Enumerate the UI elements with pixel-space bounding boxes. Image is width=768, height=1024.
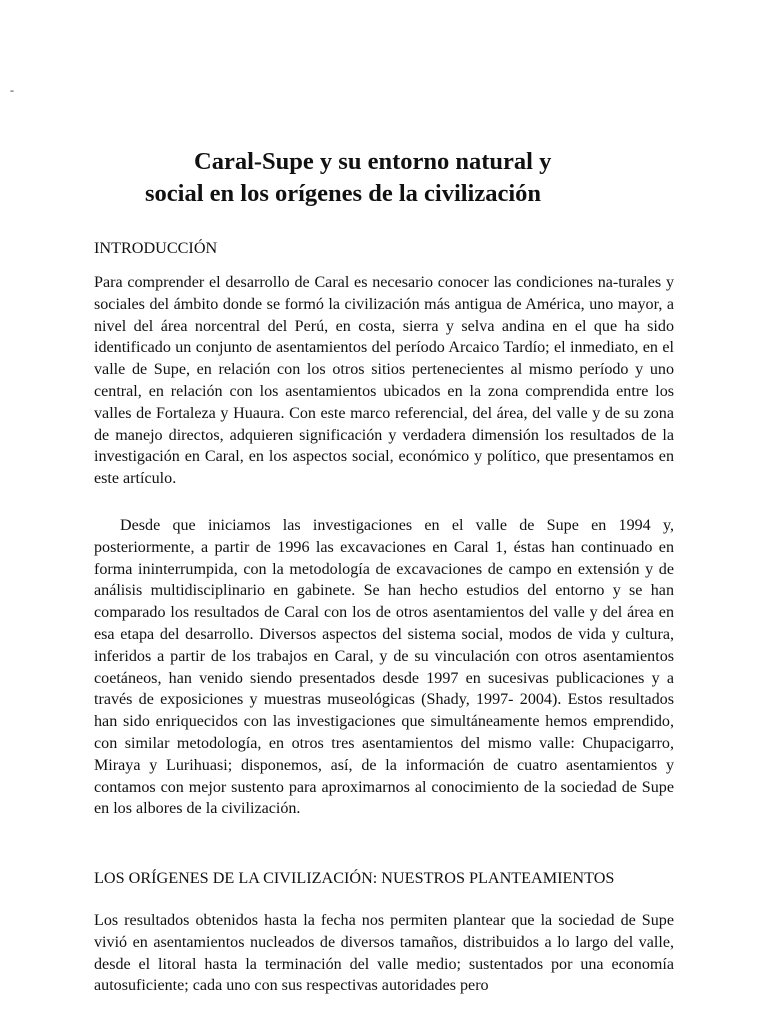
margin-mark: - <box>10 83 14 97</box>
document-title <box>94 146 674 210</box>
paragraph-intro-2: Desde que iniciamos las investigaciones en el valle de Supe en 1994 y, posteriormente, a partir de 1996 las excavaciones en Caral 1, éstas han continuado en forma ininterrumpida, con la metodología de excavaciones de campo en extensión y de análisis multidisciplinario en gabinete. Se han hecho estudios del entorno y se han comparado los resultados de Caral con los de otros asentamientos del valle y del área en esa etapa del desarrollo. Diversos aspectos del sistema social, modos de vida y cultura, inferidos a partir de los trabajos en Caral, y de su vinculación con otros asentamientos coetáneos, han venido siendo presentados desde 1997 en sucesivas publicaciones y a través de exposiciones y muestras museológicas (Shady, 1997- 2004). Estos resultados han sido enriquecidos con las investigaciones que simultáneamente hemos emprendido, con similar metodología, en otros tres asentamientos del mismo valle: Chupacigarro, Miraya y Lurihuasi; disponemos, así, de la información de cuatro asentamientos y contamos con mejor sustento para aproximarnos al conocimiento de la sociedad de Supe en los albores de la civilización. <box>94 517 674 818</box>
title-line-1: Caral-Supe y su entorno natural y <box>194 148 552 175</box>
paragraph-intro-1: Para comprender el desarrollo de Caral es necesario conocer las condiciones na-turales y sociales del ámbito donde se formó la civilización más antigua de América, uno mayor, a nivel del área norcentral del Perú, en costa, sierra y selva andina en el que ha sido identificado un conjunto de asentamientos del período Arcaico Tardío; el inmediato, en el valle de Supe, en relación con los otros sitios pertenecientes al mismo período y uno central, en relación con los asentamientos ubicados en la zona comprendida entre los valles de Fortaleza y Huaura. Con este marco referencial, del área, del valle y de su zona de manejo directos, adquieren significación y verdadera dimensión los resultados de la investigación en Caral, en los aspectos social, económico y político, que presentamos en este artículo. <box>94 274 674 488</box>
paragraph-origenes-1: Los resultados obtenidos hasta la fecha nos permiten plantear que la sociedad de Supe vivió en asentamientos nucleados de diversos tamaños, distribuidos a lo largo del valle, desde el litoral hasta la terminación del valle medio; sustentados por una economía autosuficiente; cada uno con sus respectivas autoridades pero <box>94 912 674 995</box>
title-line-2: social en los orígenes de la civilización <box>145 180 542 207</box>
section-heading-origenes: LOS ORÍGENES DE LA CIVILIZACIÓN: NUESTROS PLANTEAMIENTOS <box>94 869 615 887</box>
section-heading-introduccion: INTRODUCCIÓN <box>94 239 218 257</box>
